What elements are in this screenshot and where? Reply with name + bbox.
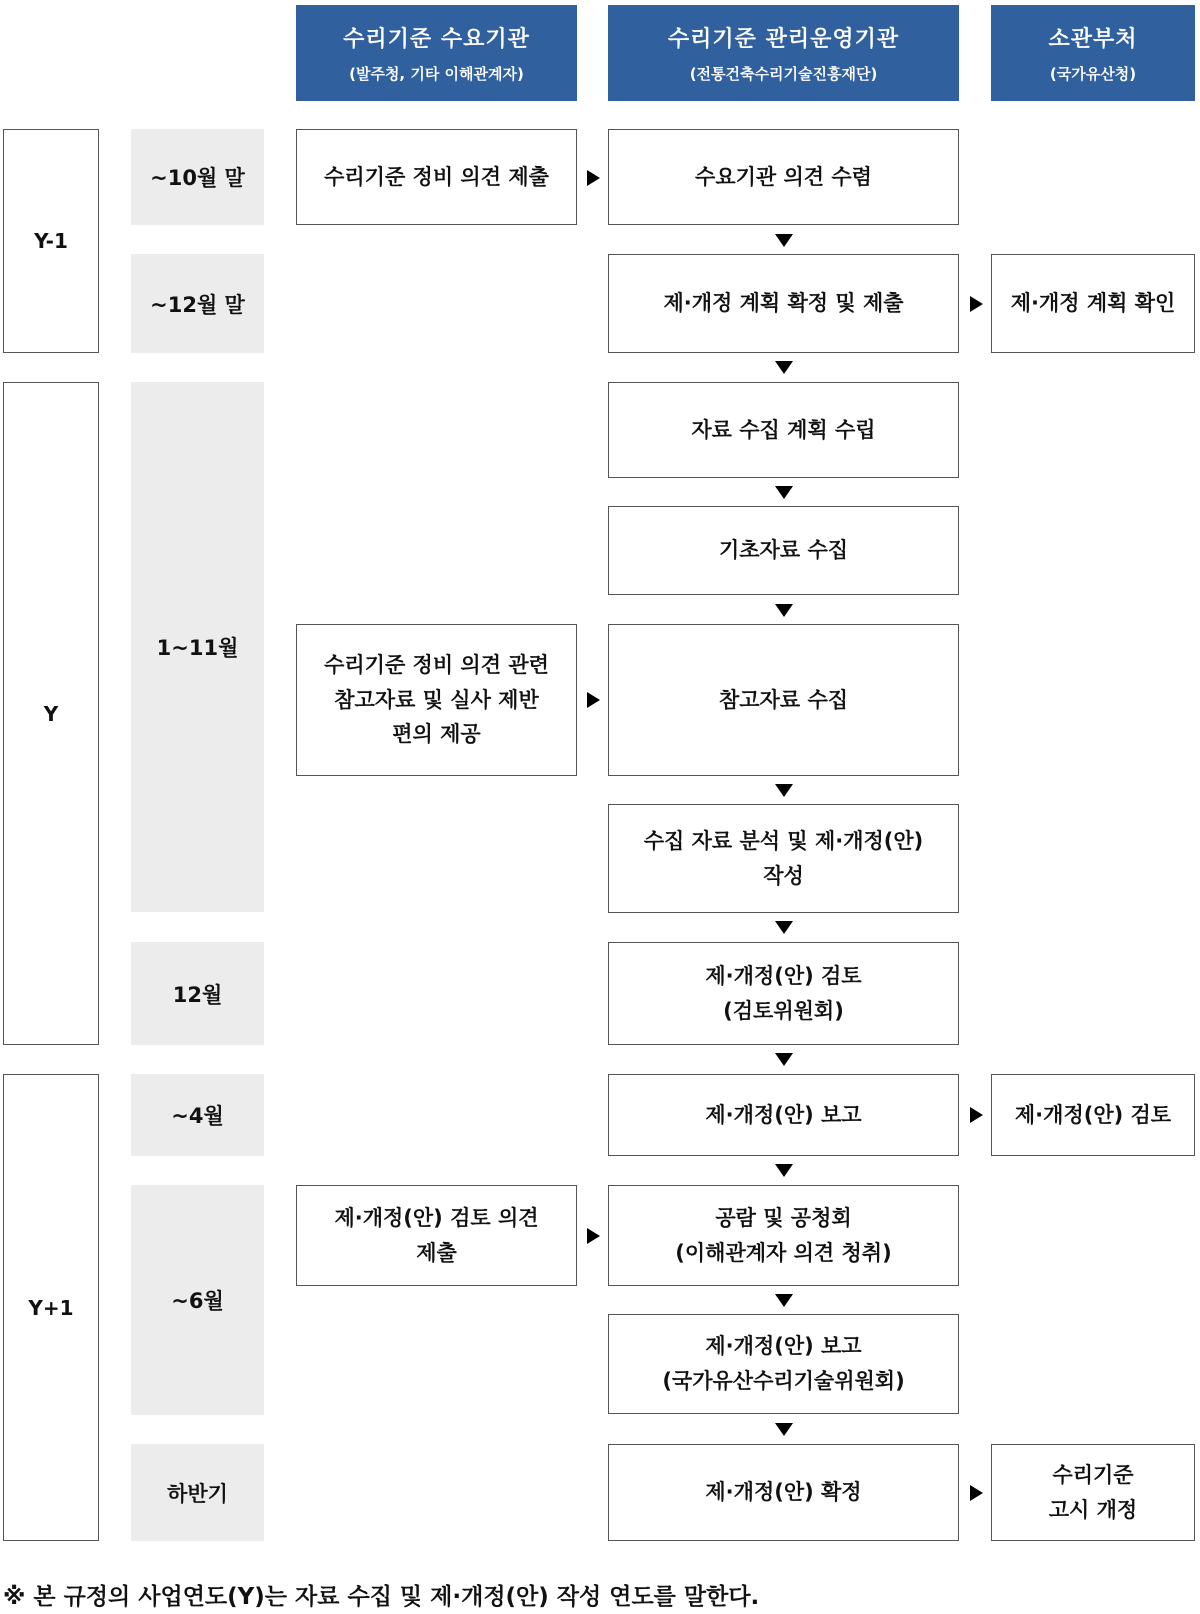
arrow-right-icon (587, 170, 600, 186)
year-y: Y (3, 382, 99, 1045)
step-label: 수요기관 의견 수렴 (695, 164, 872, 189)
arrow-right-icon (970, 296, 983, 312)
arrow-right-icon (970, 1485, 983, 1501)
step-label: 수리기준 고시 개정 (1048, 1462, 1138, 1522)
arrow-down-icon (775, 486, 793, 499)
arrow-down-icon (775, 784, 793, 797)
step-collection-plan (608, 382, 959, 478)
arrow-down-icon (775, 234, 793, 247)
step-public-hearing (608, 1185, 959, 1286)
arrow-down-icon (775, 361, 793, 374)
header-management-agency (608, 5, 959, 101)
step-submit-review-opinion (296, 1185, 577, 1286)
step-provide-materials (296, 624, 577, 776)
step-label: 수리기준 정비 의견 제출 (324, 164, 549, 189)
period-oct: ~10월 말 (131, 129, 264, 225)
step-label: 제·개정(안) 보고 (국가유산수리기술위원회) (662, 1334, 905, 1393)
header-title: 수리기준 수요기관 (343, 27, 530, 52)
step-label: 기초자료 수집 (718, 538, 849, 563)
header-ministry (991, 5, 1195, 101)
header-subtitle: (국가유산청) (1049, 65, 1137, 83)
step-submit-opinion (296, 129, 577, 225)
step-ministry-plan (991, 254, 1195, 353)
step-label: 공람 및 공청회 (이해관계자 의견 청취) (675, 1205, 892, 1265)
step-reference-data (608, 624, 959, 776)
step-label: 제·개정 계획 확정 및 제출 (663, 291, 904, 316)
step-label: 제·개정(안) 검토 (검토위원회) (705, 963, 862, 1023)
arrow-down-icon (775, 1423, 793, 1436)
step-label: 자료 수집 계획 수립 (691, 417, 876, 442)
period-apr: ~4월 (131, 1074, 264, 1156)
header-title: 소관부처 (1048, 27, 1138, 52)
step-basic-data (608, 506, 959, 595)
arrow-right-icon (587, 692, 600, 708)
step-ministry-notice (991, 1444, 1195, 1541)
arrow-down-icon (775, 921, 793, 934)
period-dec: 12월 (131, 942, 264, 1045)
step-label: 참고자료 수집 (718, 687, 849, 712)
step-analysis (608, 804, 959, 913)
year-y-minus-1: Y-1 (3, 129, 99, 353)
step-label: 수집 자료 분석 및 제·개정(안) 작성 (643, 828, 924, 888)
header-subtitle: (발주청, 기타 이해관계자) (349, 65, 524, 83)
period-second-half: 하반기 (131, 1444, 264, 1541)
arrow-down-icon (775, 1164, 793, 1177)
header-subtitle: (전통건축수리기술진흥재단) (689, 65, 878, 83)
period-jun: ~6월 (131, 1185, 264, 1415)
arrow-down-icon (775, 1053, 793, 1066)
step-label: 수리기준 정비 의견 관련 참고자료 및 실사 제반 편의 제공 (324, 653, 549, 747)
step-ministry-review (991, 1074, 1195, 1156)
arrow-down-icon (775, 1294, 793, 1307)
arrow-down-icon (775, 604, 793, 617)
step-report-committee (608, 1314, 959, 1414)
step-plan-submit (608, 254, 959, 353)
arrow-right-icon (970, 1107, 983, 1123)
step-label: 제·개정(안) 보고 (705, 1102, 862, 1127)
period-dec-end: ~12월 말 (131, 254, 264, 353)
step-report (608, 1074, 959, 1156)
period-jan-nov: 1~11월 (131, 382, 264, 912)
header-demand-agency (296, 5, 577, 101)
year-y-plus-1: Y+1 (3, 1074, 99, 1541)
step-label: 제·개정(안) 검토 의견 제출 (334, 1205, 539, 1265)
step-collect-opinion (608, 129, 959, 225)
step-review-committee (608, 942, 959, 1045)
footnote: ※ 본 규정의 사업연도(Y)는 자료 수집 및 제·개정(안) 작성 연도를 말한다. (3, 1584, 760, 1610)
arrow-right-icon (587, 1228, 600, 1244)
step-finalize (608, 1444, 959, 1541)
header-title: 수리기준 관리운영기관 (667, 27, 900, 52)
step-label: 제·개정(안) 검토 (1014, 1102, 1172, 1127)
step-label: 제·개정(안) 확정 (705, 1480, 862, 1505)
step-label: 제·개정 계획 확인 (1010, 291, 1176, 316)
